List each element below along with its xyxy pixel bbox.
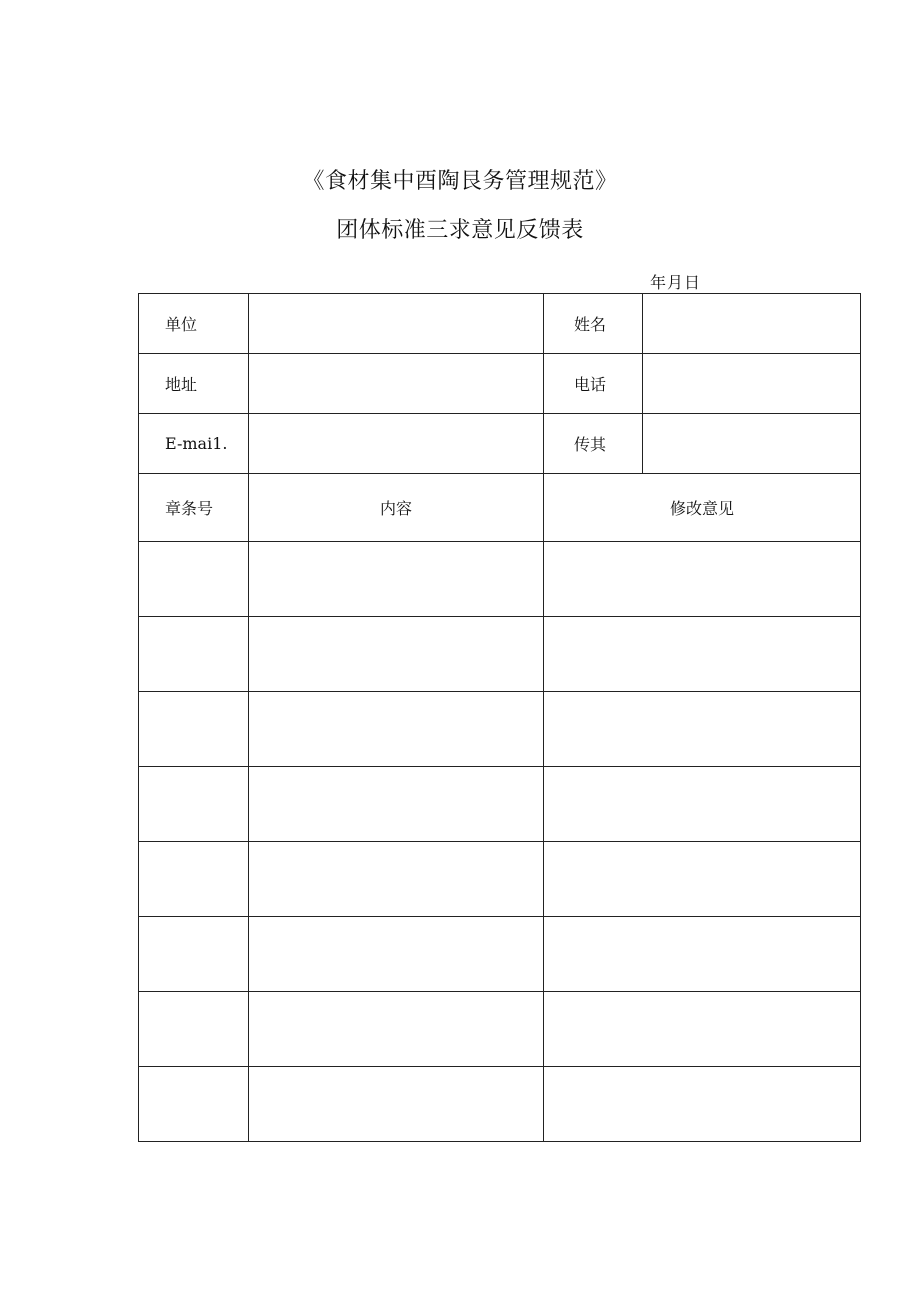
content-cell[interactable] — [249, 767, 544, 842]
chapter-header: 章条号 — [139, 474, 249, 542]
suggestion-cell[interactable] — [544, 692, 861, 767]
feedback-row — [139, 692, 861, 767]
document-title: 《食材集中酉陶艮务管理规范》 — [302, 169, 618, 194]
suggestion-cell[interactable] — [544, 992, 861, 1067]
fax-field[interactable] — [643, 414, 861, 474]
feedback-row — [139, 617, 861, 692]
email-label: E-mai1. — [139, 414, 249, 474]
feedback-row — [139, 542, 861, 617]
suggestion-cell[interactable] — [544, 917, 861, 992]
document-subtitle: 团体标准三求意见反馈表 — [336, 218, 584, 243]
info-row-address — [139, 354, 861, 414]
email-field[interactable] — [249, 414, 544, 474]
address-field[interactable] — [249, 354, 544, 414]
suggestion-cell[interactable] — [544, 1067, 861, 1142]
content-cell[interactable] — [249, 917, 544, 992]
info-row-unit — [139, 294, 861, 354]
content-cell[interactable] — [249, 992, 544, 1067]
feedback-row — [139, 842, 861, 917]
suggestion-cell[interactable] — [544, 542, 861, 617]
feedback-form-table — [138, 293, 861, 1142]
feedback-row — [139, 917, 861, 992]
feedback-row — [139, 767, 861, 842]
suggestion-cell[interactable] — [544, 617, 861, 692]
phone-field[interactable] — [643, 354, 861, 414]
chapter-cell[interactable] — [139, 917, 249, 992]
content-cell[interactable] — [249, 692, 544, 767]
suggestion-cell[interactable] — [544, 842, 861, 917]
chapter-cell[interactable] — [139, 617, 249, 692]
content-cell[interactable] — [249, 542, 544, 617]
name-label: 姓名 — [544, 294, 643, 354]
content-cell[interactable] — [249, 617, 544, 692]
feedback-row — [139, 1067, 861, 1142]
chapter-cell[interactable] — [139, 1067, 249, 1142]
date-label: 年月日 — [650, 273, 702, 292]
chapter-cell[interactable] — [139, 842, 249, 917]
chapter-cell[interactable] — [139, 692, 249, 767]
chapter-cell[interactable] — [139, 542, 249, 617]
chapter-cell[interactable] — [139, 992, 249, 1067]
name-field[interactable] — [643, 294, 861, 354]
fax-label: 传其 — [544, 414, 643, 474]
unit-field[interactable] — [249, 294, 544, 354]
suggestion-header: 修改意见 — [544, 474, 861, 542]
phone-label: 电话 — [544, 354, 643, 414]
content-header: 内容 — [249, 474, 544, 542]
feedback-row — [139, 992, 861, 1067]
suggestion-cell[interactable] — [544, 767, 861, 842]
chapter-cell[interactable] — [139, 767, 249, 842]
feedback-header-row — [139, 474, 861, 542]
info-row-email — [139, 414, 861, 474]
unit-label: 单位 — [139, 294, 249, 354]
address-label: 地址 — [139, 354, 249, 414]
content-cell[interactable] — [249, 842, 544, 917]
content-cell[interactable] — [249, 1067, 544, 1142]
